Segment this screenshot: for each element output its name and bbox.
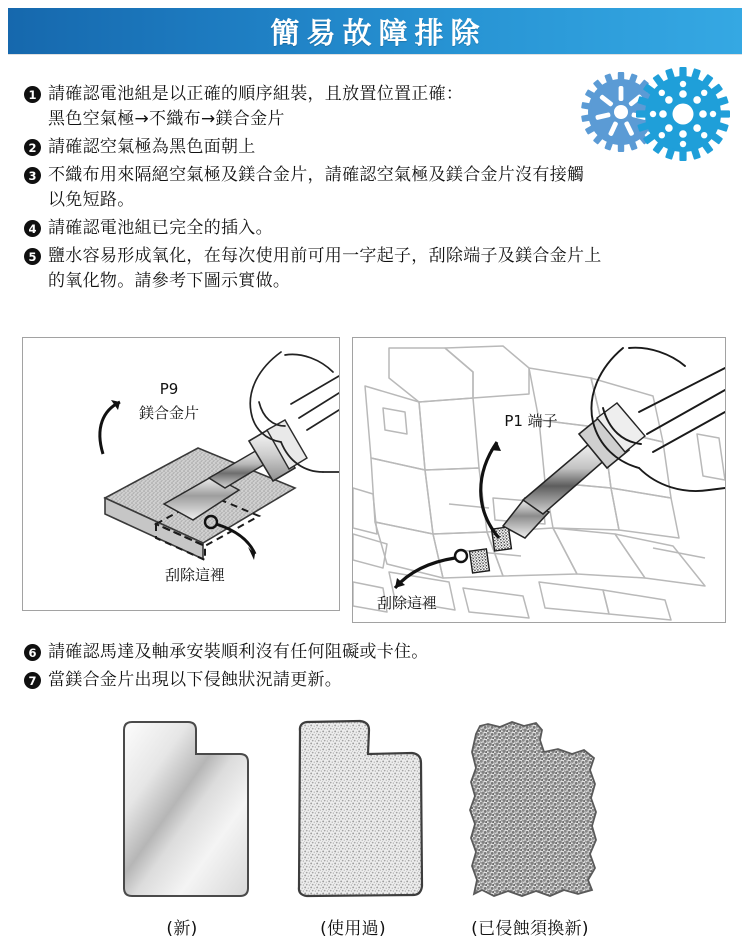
item-line-2: 以免短路。	[48, 190, 135, 210]
item-line-1: 當鎂合金片出現以下侵蝕狀況請更新。	[48, 670, 343, 690]
item-text	[48, 135, 256, 160]
item-text	[48, 640, 429, 665]
list-item	[24, 135, 724, 160]
item-text	[48, 163, 584, 213]
diagram-panel-terminal	[352, 337, 726, 623]
item-text	[48, 82, 463, 132]
arrow-to-terminal	[481, 442, 501, 538]
plate-outline-new	[124, 722, 248, 896]
plate-outline-corroded	[470, 722, 596, 896]
list-item	[24, 216, 724, 241]
item-line-1: 請確認電池組已完全的插入。	[48, 218, 273, 238]
label-scrape-here: 刮除這裡	[164, 566, 226, 584]
label-terminal-code: P1 端子	[504, 412, 558, 430]
diagram-panel-magnesium-plate	[22, 337, 340, 611]
item-line-1: 請確認馬達及軸承安裝順利沒有任何阻礙或卡住。	[48, 642, 429, 662]
item-line-1: 鹽水容易形成氧化，在每次使用前可用一字起子，刮除端子及鎂合金片上	[48, 246, 602, 266]
list-item	[24, 163, 724, 213]
item-line-1: 不織布用來隔絕空氣極及鎂合金片，請確認空氣極及鎂合金片沒有接觸	[48, 165, 585, 185]
plate-condition-comparison	[0, 718, 750, 949]
item-number-badge: 4	[24, 220, 41, 237]
item-line-2: 黑色空氣極→不織布→鎂合金片	[48, 109, 285, 129]
item-text	[48, 668, 342, 693]
label-scrape-here: 刮除這裡	[376, 594, 438, 612]
label-part-name: 鎂合金片	[138, 404, 200, 422]
header-banner	[8, 8, 742, 54]
page-title: 簡易故障排除	[270, 15, 487, 50]
label-part-code: P9	[159, 380, 179, 398]
plate-image-corroded	[466, 718, 606, 907]
item-text	[48, 244, 602, 294]
item-number-badge: 2	[24, 139, 41, 156]
instruction-list-lower	[24, 640, 724, 696]
item-number-badge: 7	[24, 672, 41, 689]
item-number-badge: 6	[24, 644, 41, 661]
list-item	[24, 668, 724, 693]
plate-label-corroded: (已侵蝕須換新)	[471, 919, 589, 939]
plate-outline-used	[299, 721, 422, 896]
list-item	[24, 640, 724, 665]
device-housing-lineart	[353, 346, 725, 620]
item-text	[48, 216, 273, 241]
item-line-1: 請確認空氣極為黑色面朝上	[48, 137, 256, 157]
plate-label-used: (使用過)	[320, 919, 386, 939]
item-line-1: 請確認電池組是以正確的順序組裝，且放置位置正確：	[48, 84, 464, 104]
item-number-badge: 1	[24, 86, 41, 103]
terminal-contacts	[470, 527, 512, 573]
arrow-to-plate	[100, 400, 120, 454]
item-line-2: 的氧化物。請參考下圖示實做。	[48, 271, 291, 291]
item-number-badge: 3	[24, 167, 41, 184]
item-number-badge: 5	[24, 248, 41, 265]
instruction-list-upper	[24, 82, 724, 297]
list-item	[24, 82, 724, 132]
list-item	[24, 244, 724, 294]
plate-label-new: (新)	[166, 919, 198, 939]
plate-image-new	[118, 718, 258, 907]
plate-image-used	[292, 718, 432, 907]
